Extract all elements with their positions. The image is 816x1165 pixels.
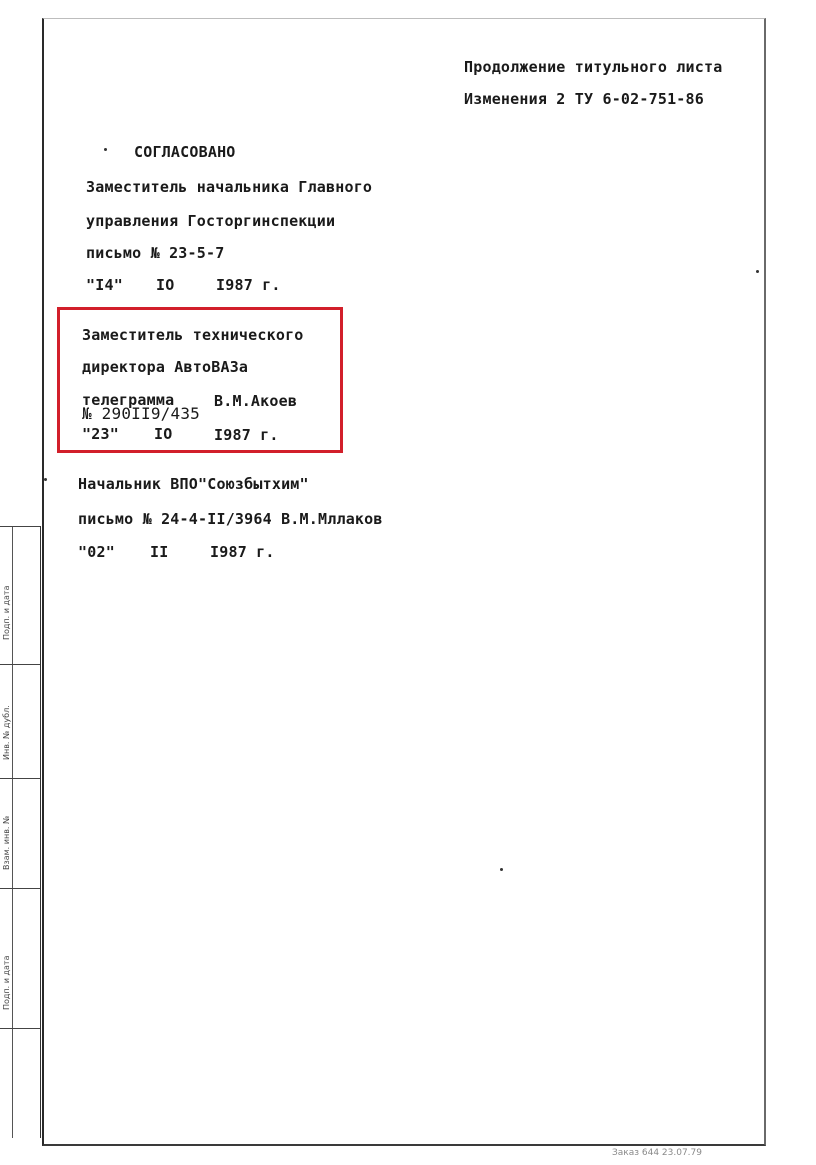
block2-date-year: I987 г. [214,426,279,444]
block2-signatory: В.М.Акоев [214,392,298,410]
block1-line2: управления Госторгинспекции [86,212,336,230]
footer-print-mark: Заказ 644 23.07.79 [612,1148,702,1158]
block3-date-year: I987 г. [210,543,275,561]
block1-letter-number: письмо № 23-5-7 [86,244,225,262]
scan-speck [44,478,47,481]
block1-line1: Заместитель начальника Главного [86,178,373,196]
block2-date-day: "23" [82,425,119,443]
strip-line-2 [0,664,40,665]
margin-label-sign-date-1: Подп. и дата [2,585,11,640]
header-line-continuation: Продолжение титульного листа [464,58,723,76]
block2-telegram-label: телеграмма [82,391,175,409]
strip-line-3 [0,778,40,779]
strip-line-1 [0,526,40,527]
margin-label-dup-inv: Инв. № дубл. [2,705,11,760]
margin-label-repl-inv: Взам. инв. № [2,815,11,870]
block1-date-month: IO [156,276,175,294]
block2-line1: Заместитель технического [82,326,304,344]
strip-line-5 [0,1028,40,1029]
scan-speck [756,270,759,273]
block2-date-month: IO [154,425,173,443]
approval-title: СОГЛАСОВАНО [134,143,236,161]
header-line-amendment: Изменения 2 ТУ 6-02-751-86 [464,90,704,108]
block1-date-day: "I4" [86,276,123,294]
margin-label-sign-date-2: Подп. и дата [2,955,11,1010]
block3-line1: Начальник ВПО"Союзбытхим" [78,475,309,493]
block2-line2: директора АвтоВАЗа [82,358,249,376]
block3-date-month: II [150,543,169,561]
scan-speck [500,868,503,871]
block2-telegram-number: № 290II9/435 [82,404,200,423]
margin-strip-divider [12,526,13,1138]
block3-date-day: "02" [78,543,115,561]
block1-date-year: I987 г. [216,276,281,294]
block3-letter-number: письмо № 24-4-II/3964 В.М.Мллаков [78,510,383,528]
scan-speck [104,148,107,151]
strip-line-4 [0,888,40,889]
